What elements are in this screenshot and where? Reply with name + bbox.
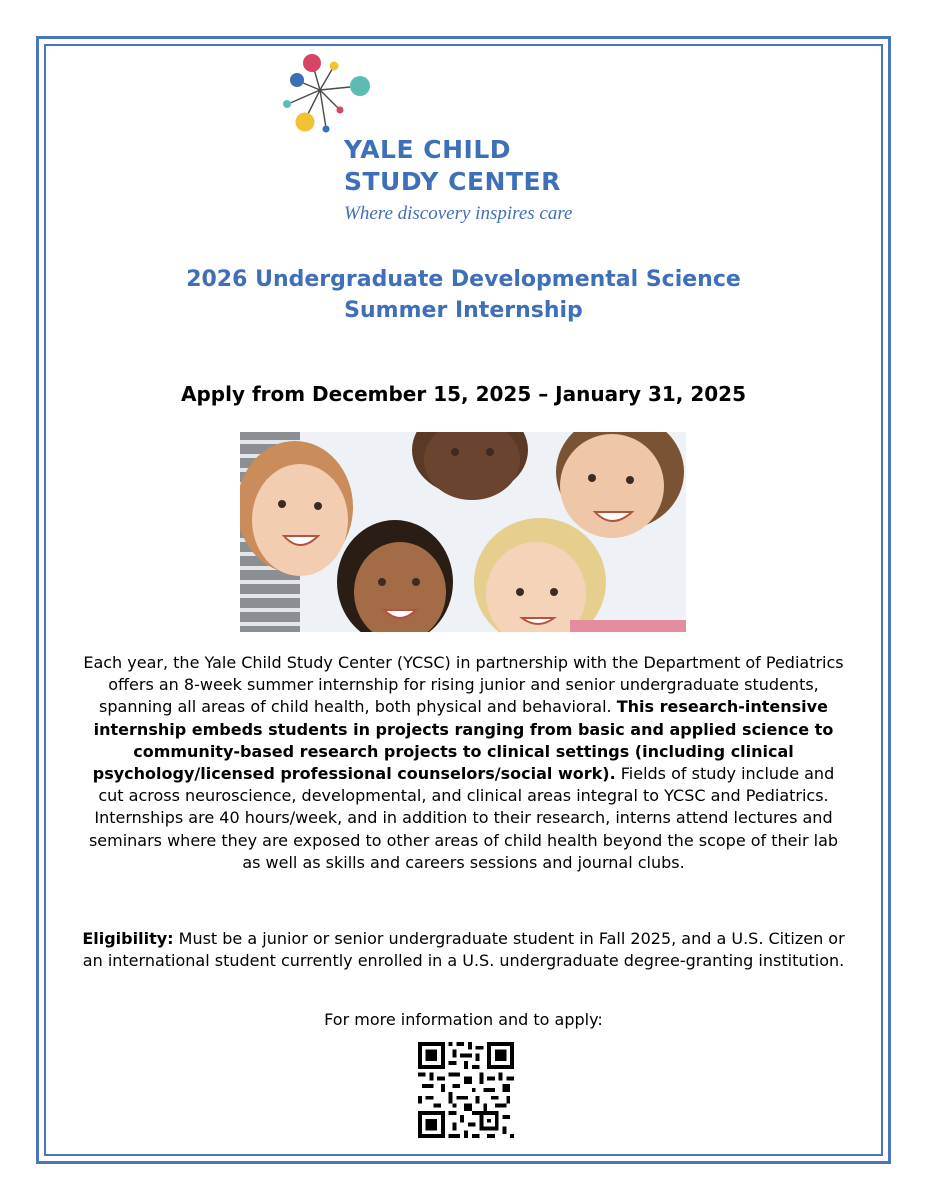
eligibility-text: Must be a junior or senior undergraduate student in Fall 2025, and a U.S. Citizen or an international student currently enrolled in a U.S. undergraduate degree-granting institution. <box>82 929 845 971</box>
children-photo <box>240 432 686 632</box>
description-rest: Fields of study include and cut across neuroscience, developmental, and clinical areas integral to YCSC and Pediatrics. Internships are 40 hours/week, and in addition to their research, interns attend lectures and seminars where they are exposed to other areas of child health beyond the scope of their lab as well as skills and careers sessions and journal clubs. <box>88 764 839 872</box>
description-bold: This research-intensive internship embeds students in projects ranging from basic and applied science to community-based research projects to clinical settings (including clinical psychology/licensed professional counselors/social work). <box>92 697 834 784</box>
page-title-line1: 2026 Undergraduate Developmental Science <box>186 267 741 292</box>
eligibility-label: Eligibility: <box>82 929 174 948</box>
logo-burst-icon <box>278 52 374 136</box>
description-intro: Each year, the Yale Child Study Center (YCSC) in partnership with the Department of Pediatrics offers an 8-week summer internship for rising junior and senior undergraduate students, spanning all areas of child health, both physical and behavioral. <box>83 653 844 717</box>
children-photo-icon <box>240 432 686 632</box>
program-description <box>80 652 847 874</box>
page-title-line2: Summer Internship <box>344 298 583 323</box>
application-dates: Apply from December 15, 2025 – January 31, 2025 <box>180 382 747 406</box>
more-info-text: For more information and to apply: <box>324 1010 603 1029</box>
logo-tagline: Where discovery inspires care <box>344 203 573 224</box>
logo-title-line2: STUDY CENTER <box>344 167 561 196</box>
eligibility <box>80 928 847 972</box>
logo-title-line1: YALE CHILD <box>344 135 512 164</box>
page-title <box>80 264 847 326</box>
qr-code-icon[interactable] <box>418 1042 514 1138</box>
